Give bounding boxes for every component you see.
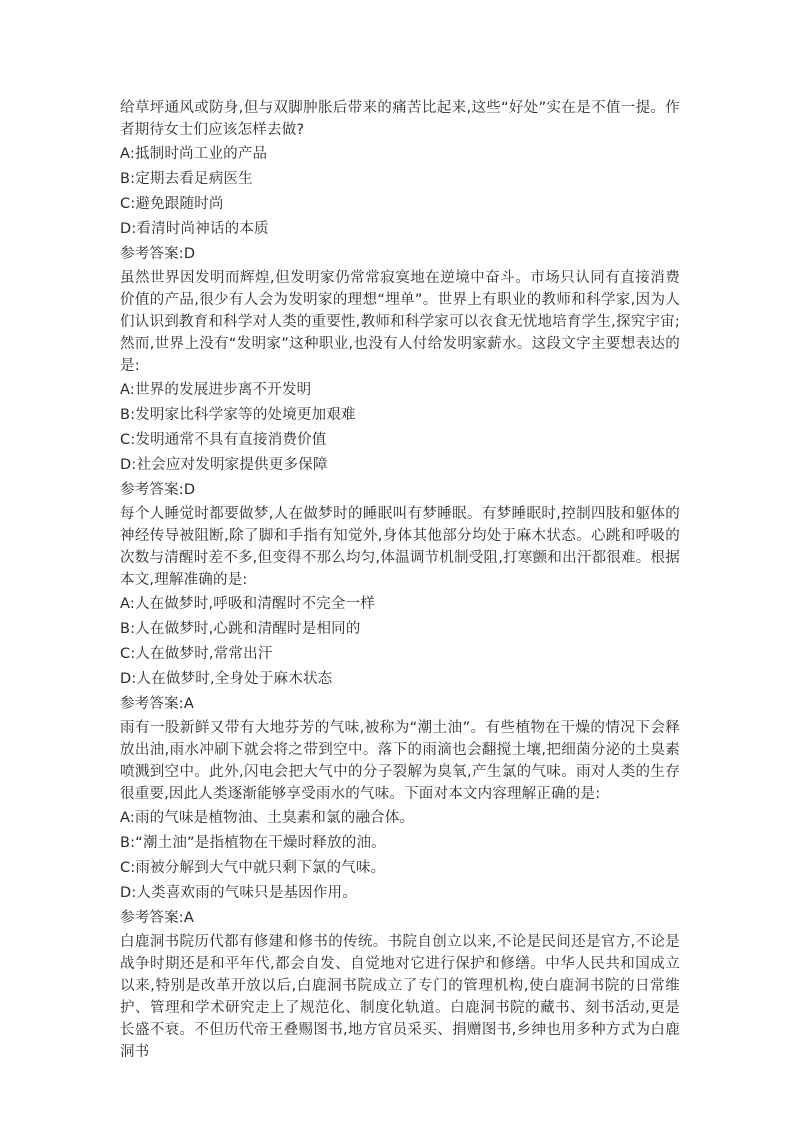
option-a: A:抵制时尚工业的产品 [120, 146, 268, 162]
reference-answer: 参考答案:D [120, 246, 196, 262]
question-block-2 [120, 267, 680, 501]
document-page [120, 97, 680, 1065]
option-a: A:人在做梦时,呼吸和清醒时不完全一样 [120, 596, 375, 612]
option-a: A:世界的发展进步离不开发明 [120, 382, 312, 398]
option-d: D:社会应对发明家提供更多保障 [120, 457, 328, 473]
question-text: 雨有一股新鲜又带有大地芬芳的气味,被称为“潮土油”。有些植物在干燥的情况下会释放出油,雨水冲刷下就会将之带到空中。落下的雨滴也会翻搅土壤,把细菌分泌的土臭素喷溅到空中。此外,闪电会把大气中的分子裂解为臭氧,产生氯的气味。雨对人类的生存很重要,因此人类逐渐能够享受雨水的气味。下面对本文内容理解正确的是: [120, 720, 680, 802]
option-d: D:人在做梦时,全身处于麻木状态 [120, 671, 333, 687]
option-d: D:看清时尚神话的本质 [120, 221, 269, 237]
reference-answer: 参考答案:D [120, 482, 196, 498]
option-b: B:定期去看足病医生 [120, 171, 253, 187]
question-text: 每个人睡觉时都要做梦,人在做梦时的睡眠叫有梦睡眠。有梦睡眠时,控制四肢和躯体的神经传导被阻断,除了脚和手指有知觉外,身体其他部分均处于麻木状态。心跳和呼吸的次数与清醒时差不多,但变得不那么均匀,体温调节机制受阻,打寒颤和出汗都很难。根据本文,理解准确的是: [120, 506, 680, 588]
question-block-3 [120, 503, 680, 715]
option-b: B:发明家比科学家等的处境更加艰难 [120, 407, 356, 423]
option-b: B:“潮土油”是指植物在干燥时释放的油。 [120, 835, 386, 851]
option-c: C:人在做梦时,常常出汗 [120, 646, 273, 662]
option-b: B:人在做梦时,心跳和清醒时是相同的 [120, 621, 361, 637]
question-block-4 [120, 717, 680, 929]
option-c: C:雨被分解到大气中就只剩下氯的气味。 [120, 860, 386, 876]
question-block-5 [120, 931, 680, 1063]
question-block-1 [120, 97, 680, 265]
question-text: 虽然世界因发明而辉煌,但发明家仍常常寂寞地在逆境中奋斗。市场只认同有直接消费价值的产品,很少有人会为发明家的理想“埋单”。世界上有职业的教师和科学家,因为人们认识到教育和科学对人类的重要性,教师和科学家可以衣食无忧地培育学生,探究宇宙;然而,世界上没有“发明家”这种职业,也没有人付给发明家薪水。这段文字主要想表达的是: [120, 270, 680, 374]
question-text: 白鹿洞书院历代都有修建和修书的传统。书院自创立以来,不论是民间还是官方,不论是战争时期还是和平年代,都会自发、自觉地对它进行保护和修缮。中华人民共和国成立以来,特别是改革开放以后,白鹿洞书院成立了专门的管理机构,使白鹿洞书院的日常维护、管理和学术研究走上了规范化、制度化轨道。白鹿洞书院的藏书、刻书活动,更是长盛不衰。不但历代帝王叠赐图书,地方官员采买、捐赠图书,乡绅也用多种方式为白鹿洞书 [120, 934, 680, 1060]
option-c: C:避免跟随时尚 [120, 196, 224, 212]
option-c: C:发明通常不具有直接消费价值 [120, 432, 327, 448]
reference-answer: 参考答案:A [120, 696, 195, 712]
option-d: D:人类喜欢雨的气味只是基因作用。 [120, 885, 357, 901]
reference-answer: 参考答案:A [120, 910, 195, 926]
question-text: 给草坪通风或防身,但与双脚肿胀后带来的痛苦比起来,这些“好处”实在是不值一提。作者期待女士们应该怎样去做? [120, 100, 680, 138]
option-a: A:雨的气味是植物油、土臭素和氯的融合体。 [120, 810, 415, 826]
